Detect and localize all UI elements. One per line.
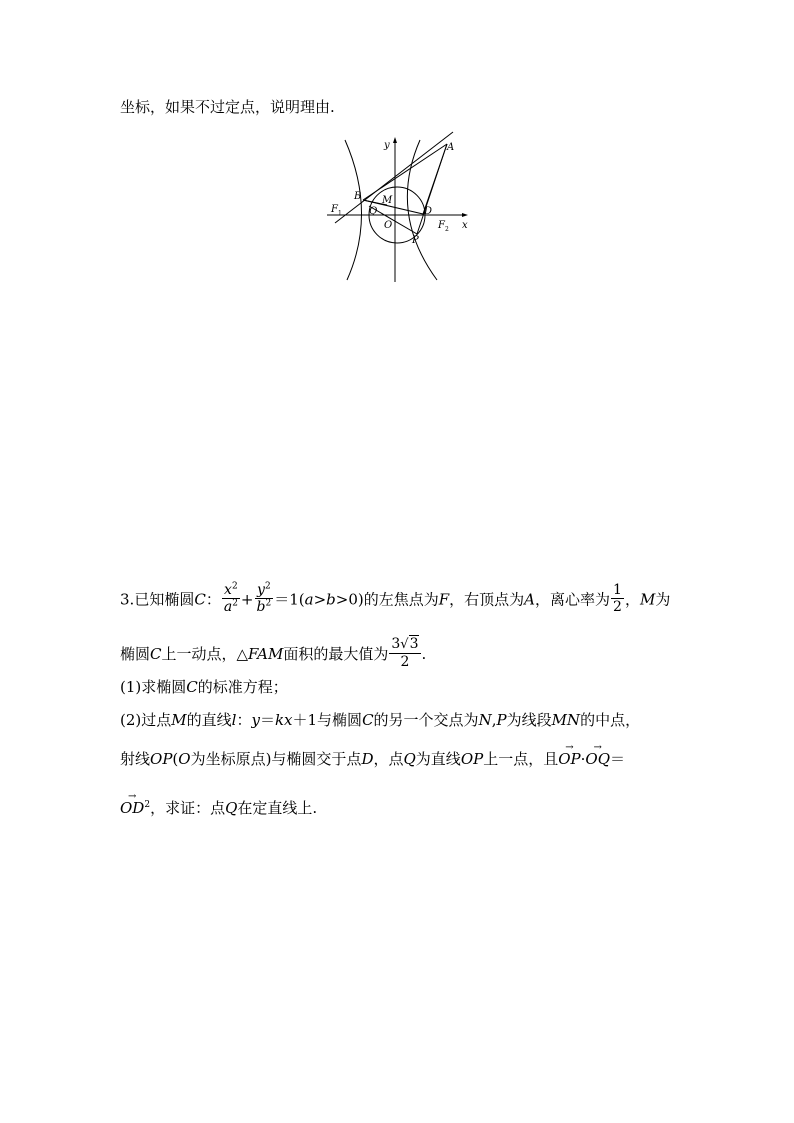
fraction-3root3-over-2 — [389, 636, 420, 670]
var-OP: OP — [460, 750, 484, 768]
fraction-y2-b2 — [255, 582, 274, 615]
text-span: 上一动点，△ — [161, 645, 249, 663]
exp: 2 — [231, 581, 238, 592]
label-M: M — [382, 195, 393, 206]
text-span: 在定直线上. — [237, 799, 318, 817]
y-axis-arrow — [393, 137, 397, 143]
text-span: ，求证：点 — [150, 799, 226, 817]
var-FAM: FAM — [248, 645, 284, 663]
label-D: D — [424, 206, 433, 217]
text-span: ＝ — [259, 711, 275, 729]
text-span: ： — [205, 590, 221, 609]
var-F: F — [438, 590, 450, 609]
text-span: + — [240, 590, 254, 609]
part2-line1 — [120, 710, 640, 730]
fraction-one-half — [611, 582, 624, 615]
text-span: 的左焦点为 — [363, 590, 439, 609]
exp: 2 — [264, 581, 271, 592]
hyperbola-left-branch — [345, 140, 362, 280]
label-x: x — [462, 220, 468, 231]
var-N: N — [478, 711, 492, 729]
text-span: ，右顶点为 — [449, 590, 525, 609]
text-span: ，离心率为 — [535, 590, 611, 609]
var-OP: OP — [150, 750, 173, 768]
var-a: a — [223, 599, 233, 615]
exp: 2 — [144, 800, 151, 810]
exp: 2 — [265, 598, 272, 609]
text-span: 面积的最大值为 — [283, 645, 389, 663]
var-kx: kx — [274, 711, 293, 729]
text-span: 的标准方程； — [197, 678, 288, 696]
var-a: a — [304, 590, 314, 609]
text-span: . — [421, 645, 427, 663]
part2-line3 — [120, 798, 317, 818]
text-span: ， — [624, 590, 640, 609]
problem3-line1 — [120, 581, 671, 617]
part2-line2 — [120, 749, 625, 769]
text-span: · — [580, 750, 586, 768]
denominator: 2 — [389, 653, 420, 670]
var-M: M — [171, 711, 187, 729]
var-C: C — [150, 645, 162, 663]
var-x: x — [224, 582, 232, 598]
text-span: > — [313, 590, 327, 609]
var-b: b — [256, 599, 266, 615]
intro-text: 坐标，如果不过定点，说明理由. — [120, 98, 335, 116]
text-span: 上一点，且 — [483, 750, 559, 768]
text-span: , — [491, 711, 497, 729]
text-span: 为 — [655, 590, 671, 609]
var-C: C — [186, 678, 198, 696]
text-span: ＝1( — [274, 590, 305, 609]
problem3-line2 — [120, 638, 426, 672]
part1-line — [120, 677, 288, 697]
label-A: A — [447, 142, 455, 153]
text-span: 的另一个交点为 — [373, 711, 479, 729]
text-span: ，点 — [373, 750, 404, 768]
coef: 3 — [391, 636, 401, 652]
var-M: M — [639, 590, 656, 609]
var-Q: Q — [403, 750, 416, 768]
sqrt-symbol: √ — [400, 637, 409, 652]
text-span: ( — [172, 750, 179, 768]
fraction-x2-a2 — [222, 582, 240, 615]
x-axis-arrow — [462, 213, 468, 217]
var-l: l — [231, 711, 237, 729]
exp: 2 — [232, 598, 238, 609]
var-D: D — [361, 750, 374, 768]
text-span: 为坐标原点)与椭圆交于点 — [190, 750, 362, 768]
problem-number: 3. — [120, 590, 135, 609]
label-y: y — [384, 140, 390, 151]
var-O: O — [178, 750, 191, 768]
text-span: 射线 — [120, 750, 151, 768]
denominator: 2 — [613, 599, 622, 615]
text-span: (1)求椭圆 — [120, 678, 187, 696]
vector-OQ: → OQ — [585, 749, 610, 769]
text-span: 已知椭圆 — [134, 590, 195, 609]
text-span: 为线段 — [506, 711, 552, 729]
var-b: b — [326, 590, 336, 609]
line-BA — [363, 144, 447, 200]
vector-OD: → OD — [120, 798, 144, 818]
text-span: 为直线 — [415, 750, 461, 768]
intro-text-line — [120, 97, 335, 117]
var-C: C — [194, 590, 206, 609]
var-P: P — [496, 711, 507, 729]
text-span: 的中点， — [580, 711, 641, 729]
var-MN: MN — [551, 711, 581, 729]
text-span: >0) — [335, 590, 364, 609]
radicand: 3 — [409, 636, 419, 652]
label-Q: Q — [369, 206, 378, 217]
label-F2: $F_2$ — [438, 220, 449, 233]
text-span: (2)过点 — [120, 711, 172, 729]
text-span: 的直线 — [186, 711, 232, 729]
var-Q: Q — [225, 799, 238, 817]
text-span: ： — [236, 711, 252, 729]
var-A: A — [524, 590, 536, 609]
var-C: C — [362, 711, 374, 729]
text-span: ＝ — [610, 750, 626, 768]
text-span: ＋1与椭圆 — [292, 711, 363, 729]
var-y: y — [251, 711, 260, 729]
label-O: O — [384, 220, 393, 231]
label-F1: $F_1$ — [331, 204, 342, 217]
label-P: P — [412, 235, 419, 246]
vector-OP: → OP — [558, 749, 580, 769]
text-span: 椭圆 — [120, 645, 151, 663]
label-B: B — [354, 191, 362, 202]
var-y: y — [257, 582, 265, 598]
numerator: 1 — [613, 582, 622, 598]
hyperbola-figure — [325, 128, 475, 283]
